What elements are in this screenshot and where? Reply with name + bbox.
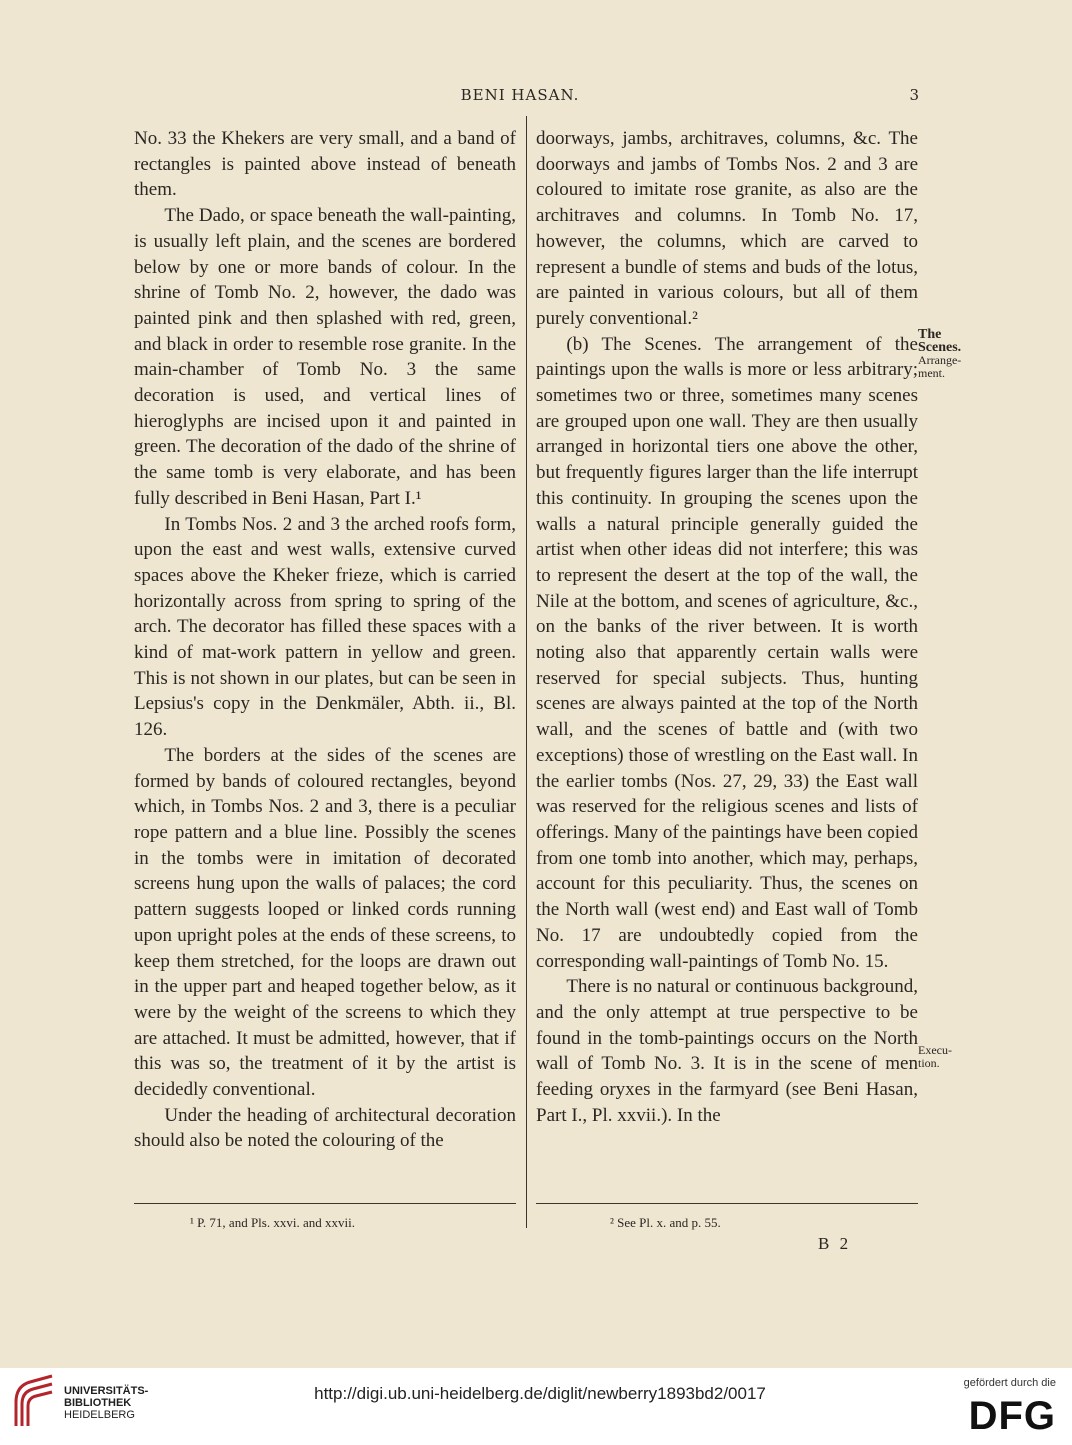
- sidenote-scenes: [918, 328, 984, 380]
- university-line: BIBLIOTHEK: [64, 1397, 132, 1409]
- funder-caption: gefördert durch die: [963, 1377, 1056, 1389]
- left-column: [134, 126, 516, 1154]
- footnote-right: ² See Pl. x. and p. 55.: [610, 1215, 721, 1230]
- sidenote-text: The: [918, 327, 942, 342]
- footnote-rule-right: [536, 1203, 918, 1204]
- signature-mark: B 2: [818, 1234, 852, 1253]
- viewer-footer: [0, 1368, 1072, 1445]
- university-logo-icon: [12, 1372, 58, 1430]
- right-column: [536, 126, 918, 1128]
- sidenote-text: tion.: [918, 1056, 940, 1070]
- university-line: UNIVERSITÄTS-: [64, 1385, 149, 1397]
- sidenote-execution: [918, 1044, 984, 1070]
- permalink-url[interactable]: http://digi.ub.uni-heidelberg.de/diglit/newberry1893bd2/0017: [314, 1384, 766, 1403]
- paragraph: There is no natural or continuous background, and the only attempt at true perspective to be found in the tomb-paintings occurs on the North wall of Tomb No. 3. It is in the scene of men feeding oryxes in the farmyard (see Beni Hasan, Part I., Pl. xxvii.). In the: [536, 976, 918, 1126]
- paragraph: doorways, jambs, architraves, columns, &c. The doorways and jambs of Tombs Nos. 2 and 3 are coloured to imitate rose granite, as also are the architraves and columns. In Tomb No. 17, however, the columns, which are carved to represent a bundle of stems and buds of the lotus, are painted in various colours, but all of them purely conventional.²: [536, 128, 918, 329]
- dfg-logo: DFG: [968, 1394, 1056, 1438]
- running-title: BENI HASAN.: [460, 86, 580, 104]
- paragraph: No. 33 the Khekers are very small, and a band of rectangles is painted above instead of beneath them.: [134, 128, 516, 201]
- sidenote-text: Arrange-: [918, 353, 962, 367]
- sidenote-text: Scenes.: [918, 340, 962, 355]
- paragraph: The Dado, or space beneath the wall-painting, is usually left plain, and the scenes are bordered below by one or more bands of colour. In the shrine of Tomb No. 2, however, the dado was painted pink and then splashed with red, green, and black in order to resemble rose granite. In the main-chamber of Tomb No. 3 the same decoration is used, and vertical lines of hieroglyphs are incised upon it and painted in green. The decoration of the dado of the shrine of the same tomb is very elaborate, and has been fully described in Beni Hasan, Part I.¹: [134, 205, 516, 509]
- running-head: [120, 86, 920, 106]
- sidenote-text: Execu-: [918, 1043, 952, 1057]
- university-line: HEIDELBERG: [64, 1409, 135, 1421]
- footnote-left: ¹ P. 71, and Pls. xxvi. and xxvii.: [190, 1215, 355, 1230]
- sidenote-text: ment.: [918, 366, 945, 380]
- paragraph: Under the heading of architectural decoration should also be noted the colouring of the: [134, 1104, 516, 1152]
- paragraph: In Tombs Nos. 2 and 3 the arched roofs form, upon the east and west walls, extensive curved spaces above the Kheker frieze, which is carried horizontally across from spring to spring of the arch. The decorator has filled these spaces with a kind of mat-work pattern in yellow and green. This is not shown in our plates, but can be seen in Lepsius's copy in the Denkmäler, Abth. ii., Bl. 126.: [134, 513, 516, 741]
- university-name: [64, 1385, 148, 1421]
- page-number: 3: [909, 86, 920, 104]
- column-divider: [526, 116, 527, 1228]
- paragraph: The borders at the sides of the scenes are formed by bands of coloured rectangles, beyond which, in Tombs Nos. 2 and 3, there is a peculiar rope pattern and a blue line. Possibly the scenes in the tombs were in imitation of decorated screens hung upon the walls of palaces; the cord pattern suggests looped or linked cords running upon upright poles at the ends of these screens, to keep them stretched, for the loops are drawn out in the upper part and heaped together below, as it were by the weight of the screens to which they are attached. It must be admitted, however, that if this was so, the treatment of it by the artist is decidedly conventional.: [134, 744, 516, 1101]
- footnote-rule-left: [134, 1203, 516, 1204]
- paragraph: (b) The Scenes. The arrangement of the paintings upon the walls is more or less arbitrary; sometimes two or three, sometimes many scenes are grouped upon one wall. They are then usually arranged in horizontal tiers one above the other, but frequently figures larger than the life interrupt this continuity. In grouping the scenes upon the walls a natural principle generally guided the artist when other ideas did not interfere; this was to represent the desert at the top of the wall, the Nile at the bottom, and scenes of agriculture, &c., on the banks of the river between. It is worth noting also that apparently certain walls were reserved for special subjects. Thus, hunting scenes are always painted at the top of the North wall, and the scenes of battle and (with two exceptions) those of wrestling on the East wall. In the earlier tombs (Nos. 27, 29, 33) the East wall was reserved for the religious scenes and lists of offerings. Many of the paintings have been copied from one tomb into another, which may, perhaps, account for this peculiarity. Thus, the scenes on the North wall (west end) and East wall of Tomb No. 17 are undoubtedly copied from the corresponding wall-paintings of Tomb No. 15.: [536, 333, 918, 972]
